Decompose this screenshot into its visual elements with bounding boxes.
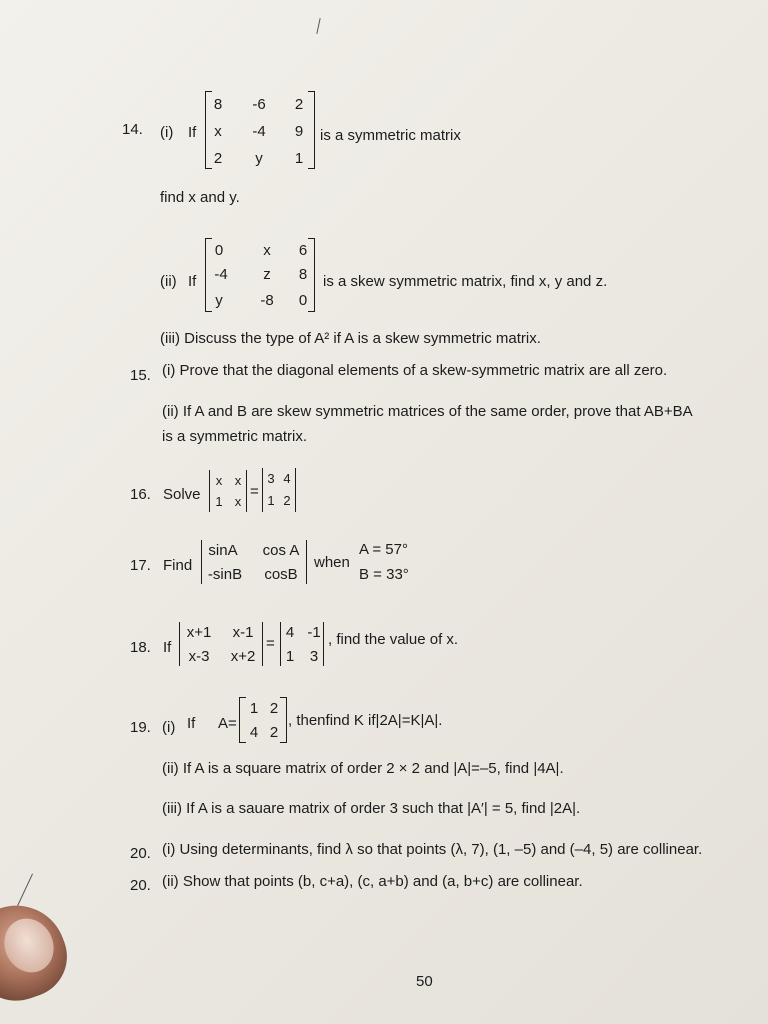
q14-part-iii: (iii) Discuss the type of A² if A is a skew symmetric matrix. [160, 330, 541, 347]
q20-part-ii: (ii) Show that points (b, c+a), (c, a+b) and (a, b+c) are collinear. [162, 873, 583, 890]
q17-number: 17. [130, 557, 151, 574]
q14-part-i: (i) [160, 124, 174, 141]
q15-part-ii-line2: is a symmetric matrix. [162, 428, 308, 445]
q19-if: If [187, 715, 196, 732]
q19-part-iii: (iii) If A is a sauare matrix of order 3 such that |A′| = 5, find |2A|. [162, 800, 581, 817]
q14-if: If [188, 124, 197, 141]
q20-part-i: (i) Using determinants, find λ so that points (λ, 7), (1, –5) and (–4, 5) are collinear. [162, 841, 703, 858]
q15-part-ii-line1: (ii) If A and B are skew symmetric matrices of the same order, prove that AB+BA [162, 403, 693, 420]
q18-tail: , find the value of x. [328, 631, 459, 648]
q14-find-xy: find x and y. [160, 189, 240, 206]
q18-number: 18. [130, 639, 151, 656]
q16-equals: = [250, 483, 259, 500]
q14-number: 14. [122, 121, 143, 138]
q19-part-ii: (ii) If A is a square matrix of order 2 × 2 and |A|=–5, find |4A|. [162, 760, 564, 777]
q16-number: 16. [130, 486, 151, 503]
q18-if: If [163, 639, 172, 656]
q18-equals: = [266, 635, 275, 652]
q14-matrix-1: 8 -6 2 x -4 9 2 y 1 [205, 91, 315, 169]
q18-determinant-2: 4 -1 1 3 [280, 622, 324, 666]
q19-tail: , thenfind K if|2A|=K|A|. [288, 712, 443, 729]
q20-number-1: 20. [130, 845, 151, 862]
q20-number-2: 20. [130, 877, 151, 894]
q19-part-i: (i) [162, 719, 176, 736]
q15-number: 15. [130, 367, 151, 384]
q14-part-ii: (ii) [160, 273, 177, 290]
page-number: 50 [416, 973, 433, 990]
q14-text-symmetric: is a symmetric matrix [320, 127, 461, 144]
pencil-mark [16, 874, 33, 909]
q19-matrix: 1 2 4 2 [239, 697, 287, 743]
q17-b-value: B = 33° [359, 566, 409, 583]
q14-matrix-2: 0 x 6 -4 z 8 y -8 0 [205, 238, 315, 312]
q16-determinant-1: x x 1 x [209, 470, 247, 512]
q17-when: when [314, 554, 350, 571]
q17-determinant: sinA cos A -sinB cosB [201, 540, 307, 584]
q16-solve: Solve [163, 486, 201, 503]
q17-find: Find [163, 557, 193, 574]
q14-if-2: If [188, 273, 197, 290]
q19-a-equals: A= [218, 715, 237, 732]
q18-determinant-1: x+1 x-1 x-3 x+2 [179, 622, 263, 666]
q19-number: 19. [130, 719, 151, 736]
q14-text-skew: is a skew symmetric matrix, find x, y and z. [323, 273, 608, 290]
q16-determinant-2: 3 4 1 2 [262, 468, 296, 512]
q17-a-value: A = 57° [359, 541, 408, 558]
q15-part-i: (i) Prove that the diagonal elements of a skew-symmetric matrix are all zero. [162, 362, 668, 379]
pencil-mark [316, 18, 320, 34]
